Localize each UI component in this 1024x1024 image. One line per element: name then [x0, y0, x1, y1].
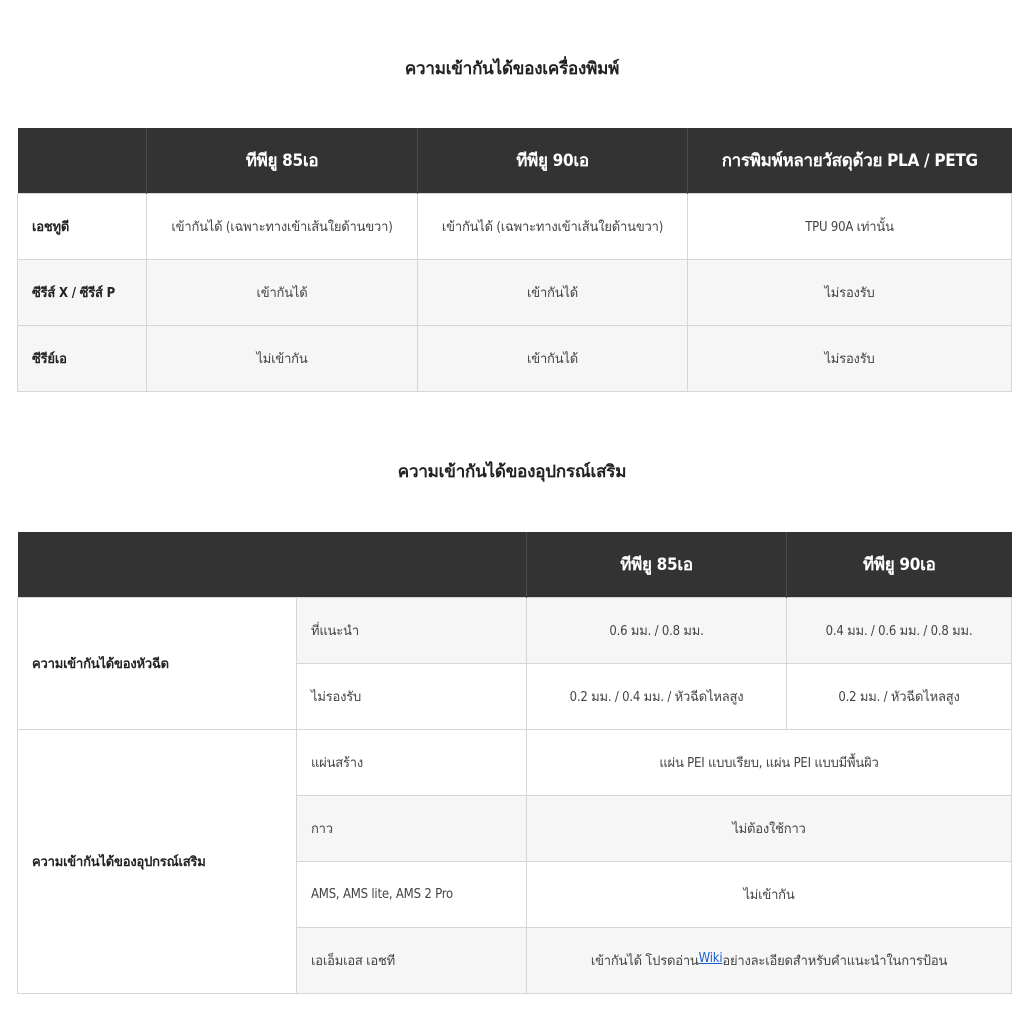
- table-cell: 0.6 มม. / 0.8 มม.: [527, 598, 787, 664]
- table-cell: [527, 928, 1012, 994]
- accessory-compatibility-table: [17, 532, 1012, 994]
- table-cell: เข้ากันได้: [418, 260, 688, 326]
- table-cell: 0.4 มม. / 0.6 มม. / 0.8 มม.: [787, 598, 1012, 664]
- accessory-group-label: ความเข้ากันได้ของอุปกรณ์เสริม: [18, 730, 297, 994]
- header-tpu-85a: ทีพียู 85เอ: [527, 532, 787, 598]
- table-cell: เข้ากันได้ (เฉพาะทางเข้าเส้นใยด้านขวา): [418, 194, 688, 260]
- nozzle-group-label: ความเข้ากันได้ของหัวฉีด: [18, 598, 297, 730]
- printer-compatibility-title: ความเข้ากันได้ของเครื่องพิมพ์: [404, 59, 620, 79]
- header-empty: [18, 532, 527, 598]
- table-cell: ไม่รองรับ: [688, 326, 1012, 392]
- wiki-link[interactable]: Wiki: [698, 951, 723, 966]
- cell-text-suffix: อย่างละเอียดสำหรับคำแนะนำในการป้อน: [722, 954, 948, 969]
- row-label: ไม่รองรับ: [297, 664, 527, 730]
- table-cell: ไม่รองรับ: [688, 260, 1012, 326]
- printer-compatibility-table: [17, 128, 1012, 392]
- header-tpu-90a: ทีพียู 90เอ: [418, 128, 688, 194]
- table-cell: แผ่น PEI แบบเรียบ, แผ่น PEI แบบมีพื้นผิว: [527, 730, 1012, 796]
- row-label: ซีรีย์เอ: [18, 326, 147, 392]
- row-label: ซีรีส์ X / ซีรีส์ P: [18, 260, 147, 326]
- table-row: [18, 326, 1012, 392]
- table-cell: เข้ากันได้: [418, 326, 688, 392]
- row-label: ที่แนะนำ: [297, 598, 527, 664]
- table-cell: ไม่เข้ากัน: [527, 862, 1012, 928]
- row-label: แผ่นสร้าง: [297, 730, 527, 796]
- row-label: เอเอ็มเอส เอชที: [297, 928, 527, 994]
- accessory-compatibility-title: ความเข้ากันได้ของอุปกรณ์เสริม: [397, 462, 627, 482]
- table-header-row: [18, 532, 1012, 598]
- table-header-row: [18, 128, 1012, 194]
- header-multi-material: การพิมพ์หลายวัสดุด้วย PLA / PETG: [688, 128, 1012, 194]
- table-row: [18, 260, 1012, 326]
- table-row: [18, 598, 1012, 664]
- table-cell: เข้ากันได้ (เฉพาะทางเข้าเส้นใยด้านขวา): [147, 194, 418, 260]
- row-label: เอชทูดี: [18, 194, 147, 260]
- header-empty: [18, 128, 147, 194]
- table-cell: เข้ากันได้: [147, 260, 418, 326]
- table-cell: ไม่เข้ากัน: [147, 326, 418, 392]
- header-tpu-90a: ทีพียู 90เอ: [787, 532, 1012, 598]
- table-cell: TPU 90A เท่านั้น: [688, 194, 1012, 260]
- table-row: [18, 194, 1012, 260]
- header-tpu-85a: ทีพียู 85เอ: [147, 128, 418, 194]
- table-cell: ไม่ต้องใช้กาว: [527, 796, 1012, 862]
- row-label: AMS, AMS lite, AMS 2 Pro: [297, 862, 527, 928]
- table-cell: 0.2 มม. / หัวฉีดไหลสูง: [787, 664, 1012, 730]
- cell-text-prefix: เข้ากันได้ โปรดอ่าน: [590, 954, 699, 969]
- table-cell: 0.2 มม. / 0.4 มม. / หัวฉีดไหลสูง: [527, 664, 787, 730]
- table-row: [18, 730, 1012, 796]
- row-label: กาว: [297, 796, 527, 862]
